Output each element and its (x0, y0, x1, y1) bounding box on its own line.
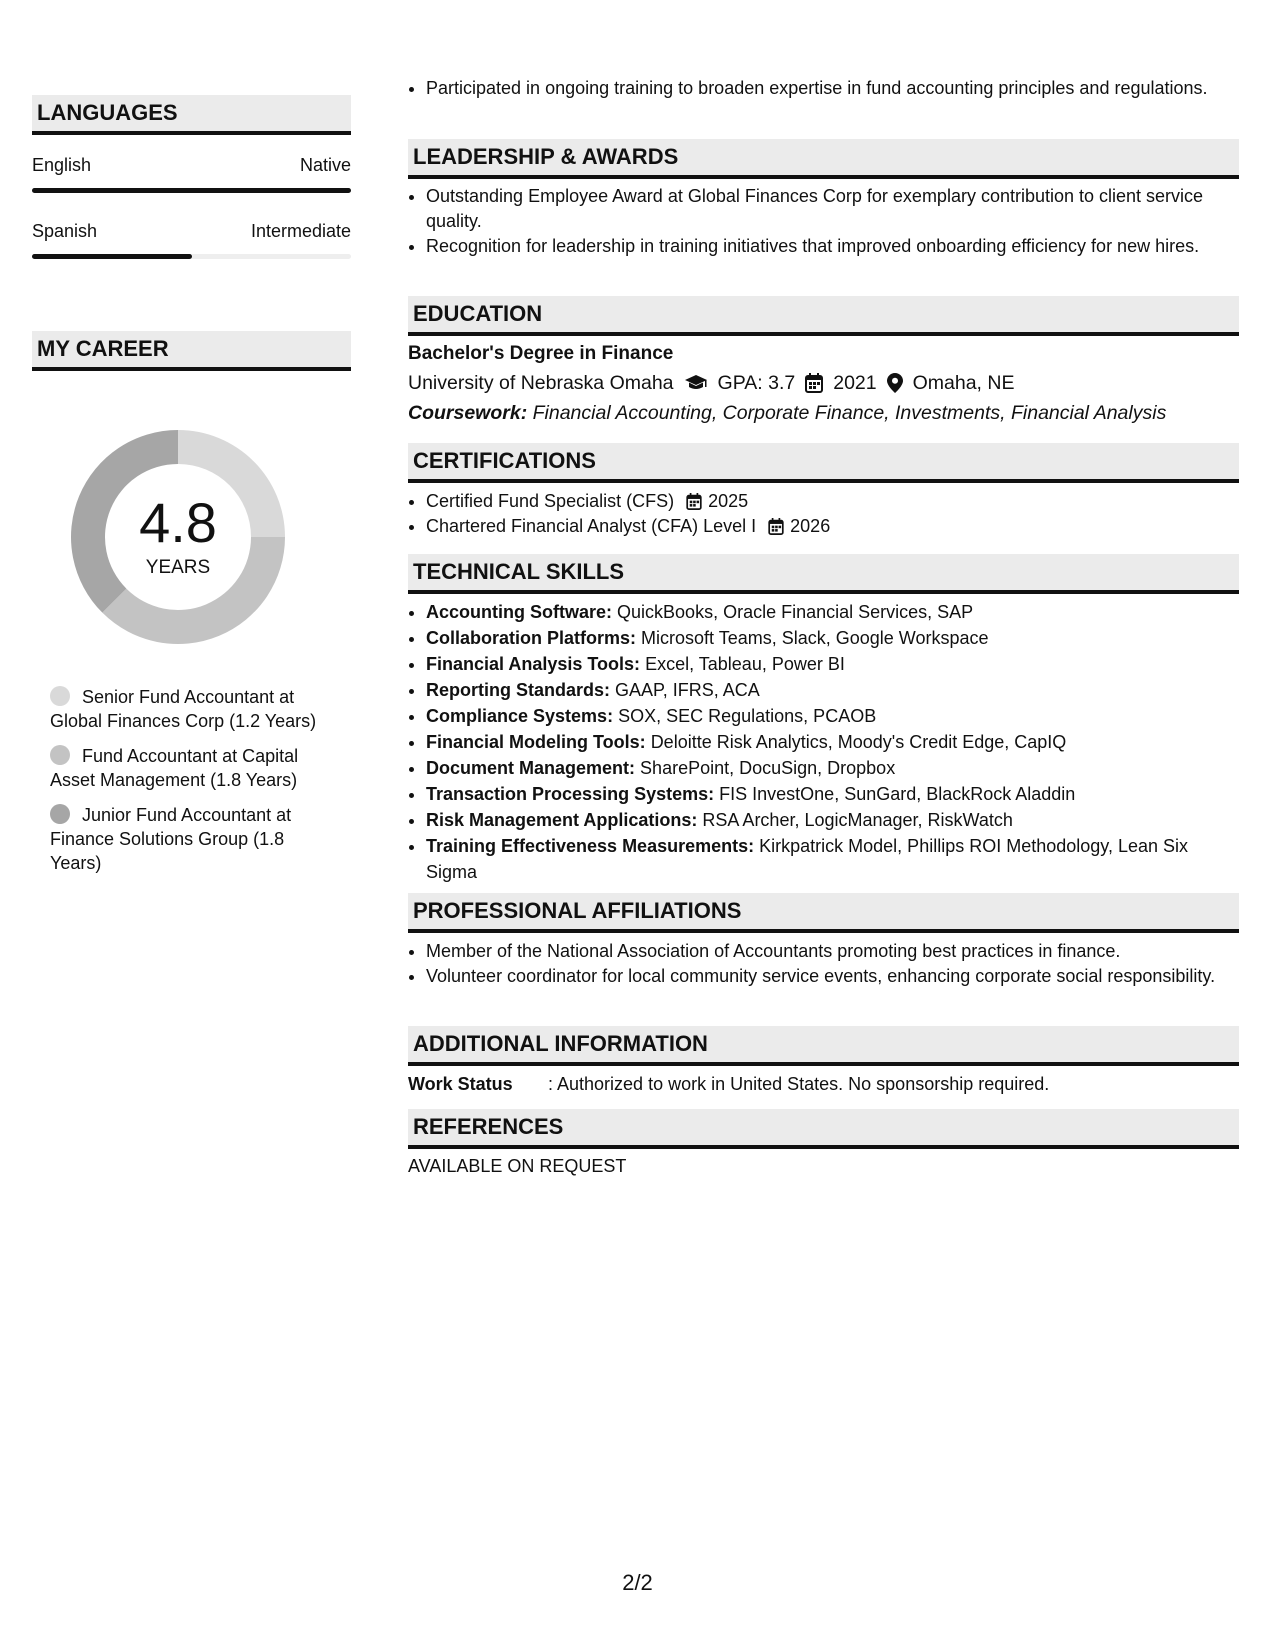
language-name: English (32, 155, 92, 175)
certification-line (426, 514, 830, 539)
degree-title: Bachelor's Degree in Finance (408, 343, 674, 364)
language-spanish (32, 221, 351, 259)
career-legend-item (50, 685, 340, 733)
gpa: GPA: 3.7 (717, 372, 796, 394)
certification-line (426, 489, 748, 514)
location-pin-icon (887, 373, 903, 393)
skill-label: Document Management: (426, 758, 636, 778)
certification-name: • Certified Fund Specialist (CFS) (426, 491, 675, 511)
career-total-unit: YEARS (145, 557, 211, 578)
skill-value: RSA Archer, LogicManager, RiskWatch (702, 810, 1013, 830)
skill-label: Risk Management Applications: (426, 810, 698, 830)
affiliations-section (408, 939, 1239, 989)
skill-item (426, 599, 1239, 625)
language-proficiency-bar (32, 188, 351, 193)
career-total-years: 4.8 (139, 491, 217, 554)
skills-list (408, 599, 1239, 885)
skill-item (426, 807, 1239, 833)
calendar-icon (805, 373, 823, 393)
skill-value: Microsoft Teams, Slack, Google Workspace (641, 628, 989, 648)
page-number: 2/2 (622, 1570, 653, 1595)
graduation-cap-icon (684, 374, 708, 392)
additional-info-heading: ADDITIONAL INFORMATION (408, 1026, 1239, 1066)
work-status-value: : Authorized to work in United States. No sponsorship required. (548, 1074, 1050, 1094)
skill-value: FIS InvestOne, SunGard, BlackRock Aladdin (719, 784, 1076, 804)
calendar-icon (768, 518, 784, 535)
technical-skills-section (408, 599, 1239, 885)
certification-item (426, 489, 1239, 514)
skill-value: Kirkpatrick Model, Phillips ROI Methodology, Lean Six Sigma (426, 836, 1188, 882)
skill-label: Financial Analysis Tools: (426, 654, 641, 674)
skill-label: Compliance Systems: (426, 706, 614, 726)
donut-center (66, 425, 290, 649)
certification-name: • Chartered Financial Analyst (CFA) Level I (426, 516, 757, 536)
affiliation-item: • Volunteer coordinator for local community service events, enhancing corporate social responsibility. (426, 964, 1239, 989)
career-legend (50, 685, 340, 886)
skill-item (426, 729, 1239, 755)
career-legend-item (50, 744, 340, 792)
coursework (408, 398, 1239, 428)
career-role-label: Senior Fund Accountant at Global Finances Corp (1.2 Years) (50, 687, 317, 731)
certifications-section (408, 489, 1239, 539)
affiliation-item: • Member of the National Association of Accountants promoting best practices in finance. (426, 939, 1239, 964)
leadership-list (408, 184, 1239, 259)
experience-bullets (408, 76, 1239, 101)
certifications-heading: CERTIFICATIONS (408, 443, 1239, 483)
experience-bullet: • Participated in ongoing training to broaden expertise in fund accounting principles and regulations. (426, 76, 1239, 101)
skill-value: QuickBooks, Oracle Financial Services, SAP (617, 602, 974, 622)
language-row (32, 155, 351, 176)
skill-label: Financial Modeling Tools: (426, 732, 646, 752)
references-text: AVAILABLE ON REQUEST (408, 1156, 627, 1176)
legend-dot (50, 686, 70, 706)
experience-continued (408, 76, 1239, 101)
skill-value: Excel, Tableau, Power BI (645, 654, 845, 674)
language-level: Intermediate (250, 221, 351, 241)
skill-value: GAAP, IFRS, ACA (615, 680, 760, 700)
additional-info-section (408, 1072, 1239, 1096)
work-status-row (408, 1072, 1239, 1096)
skill-item (426, 833, 1239, 885)
language-proficiency-fill (32, 254, 192, 259)
legend-dot (50, 804, 70, 824)
references-heading: REFERENCES (408, 1109, 1239, 1149)
career-heading: MY CAREER (32, 331, 351, 371)
leadership-item: • Outstanding Employee Award at Global Finances Corp for exemplary contribution to client service quality. (426, 184, 1239, 234)
career-legend-item (50, 803, 340, 875)
graduation-year: 2021 (833, 372, 877, 394)
language-proficiency-bar (32, 254, 351, 259)
education-section (408, 340, 1239, 428)
language-english (32, 155, 351, 193)
skill-item (426, 625, 1239, 651)
skill-value: Deloitte Risk Analytics, Moody's Credit Edge, CapIQ (650, 732, 1067, 752)
skill-value: SharePoint, DocuSign, Dropbox (640, 758, 896, 778)
education-details (408, 368, 1239, 398)
language-name: Spanish (32, 221, 98, 241)
certification-year: 2026 (790, 516, 831, 536)
language-proficiency-fill (32, 188, 351, 193)
school-name: University of Nebraska Omaha (408, 372, 674, 394)
skill-item (426, 755, 1239, 781)
leadership-section (408, 184, 1239, 259)
skill-label: Training Effectiveness Measurements: (426, 836, 755, 856)
language-row (32, 221, 351, 242)
legend-dot (50, 745, 70, 765)
affiliations-list (408, 939, 1239, 989)
certification-year: 2025 (708, 491, 749, 511)
languages-heading: LANGUAGES (32, 95, 351, 135)
skill-label: Collaboration Platforms: (426, 628, 637, 648)
skill-item (426, 781, 1239, 807)
career-role-label: Fund Accountant at Capital Asset Management (1.8 Years) (50, 746, 299, 790)
career-role-label: Junior Fund Accountant at Finance Solutions Group (1.8 Years) (50, 805, 292, 873)
language-level: Native (299, 155, 351, 175)
skill-label: Reporting Standards: (426, 680, 611, 700)
skill-item (426, 703, 1239, 729)
school-location: Omaha, NE (912, 372, 1015, 394)
left-column (32, 95, 351, 873)
coursework-label: Coursework: (408, 402, 528, 424)
skill-item (426, 651, 1239, 677)
skill-label: Accounting Software: (426, 602, 613, 622)
calendar-icon (686, 493, 702, 510)
skill-item (426, 677, 1239, 703)
coursework-list: Financial Accounting, Corporate Finance, Investments, Financial Analysis (532, 402, 1167, 424)
leadership-heading: LEADERSHIP & AWARDS (408, 139, 1239, 179)
certification-item (426, 514, 1239, 539)
education-heading: EDUCATION (408, 296, 1239, 336)
skill-value: SOX, SEC Regulations, PCAOB (618, 706, 877, 726)
career-donut-chart (66, 425, 290, 649)
work-status-label: Work Status (408, 1074, 513, 1094)
leadership-item: • Recognition for leadership in training initiatives that improved onboarding efficiency for new hires. (426, 234, 1239, 259)
technical-skills-heading: TECHNICAL SKILLS (408, 554, 1239, 594)
affiliations-heading: PROFESSIONAL AFFILIATIONS (408, 893, 1239, 933)
skill-label: Transaction Processing Systems: (426, 784, 715, 804)
certifications-list (408, 489, 1239, 539)
